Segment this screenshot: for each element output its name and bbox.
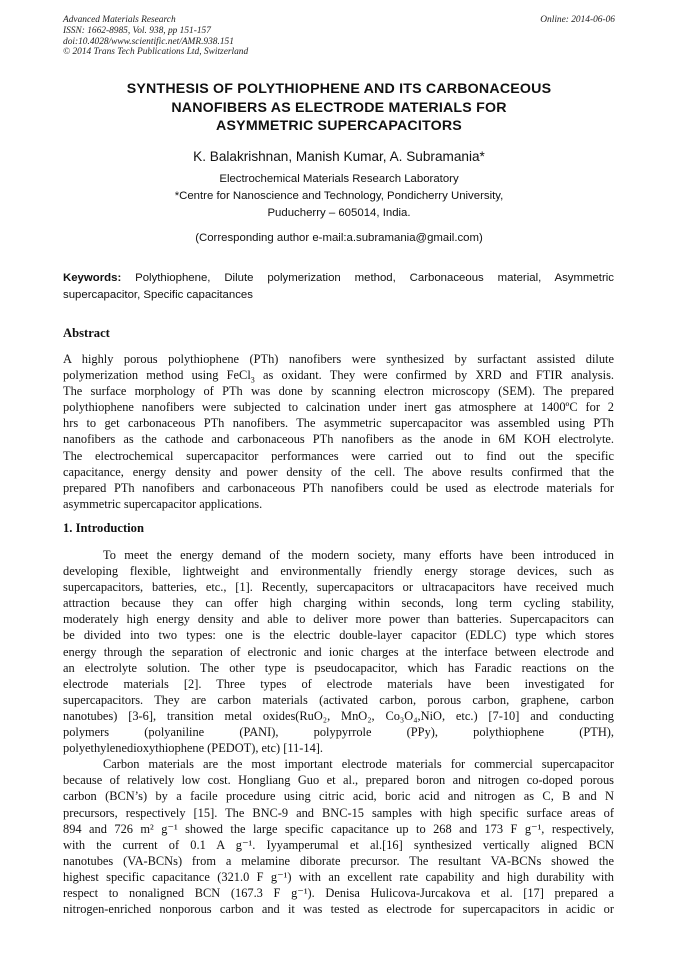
- title-line: NANOFIBERS AS ELECTRODE MATERIALS FOR: [171, 99, 507, 116]
- keywords-line: [63, 270, 614, 287]
- online-date: Online: 2014-06-06: [540, 15, 615, 25]
- abstract-line: The electrochemical supercapacitor performances were carried out to find out the specific: [63, 448, 614, 463]
- intro-line: an electrolyte solution. The other type is pseudocapacitor, which has Faradic reactions on the: [63, 660, 614, 675]
- introduction-heading: 1. Introduction: [63, 521, 144, 535]
- intro-line: developing flexible, lightweight and environmentally friendly energy storage devices, such as: [63, 564, 614, 579]
- abstract-line: The surface morphology of PTh was done by scanning electron microscopy (SEM). The prepared: [63, 384, 614, 399]
- abstract-line: hrs to get carbonaceous PTh nanofibers. The asymmetric supercapacitor was assembled using PTh: [63, 416, 614, 431]
- intro-line: respect to nonaligned BCN (167.3 F g⁻¹). Denisa Hulicova-Jurcakova et al. [17] prepared a: [63, 885, 614, 900]
- authors: K. Balakrishnan, Manish Kumar, A. Subramania*: [193, 149, 485, 164]
- intro-line: electrode materials [2]. Three types of electrode materials have been investigated for: [63, 676, 614, 691]
- intro-line: with the current of 0.1 A g⁻¹. Iyyamperumal et al.[16] synthesized vertically aligned BCN: [63, 837, 614, 852]
- intro-line: precursors, respectively [15]. The BNC-9 and BNC-15 samples with high specific surface areas of: [63, 805, 614, 820]
- journal-header: [63, 15, 615, 58]
- intro-line: because of relatively low cost. Hongliang Guo et al., prepared boron and nitrogen co-doped porous: [63, 773, 614, 788]
- corresponding-author: (Corresponding author e-mail:a.subramania@gmail.com): [195, 232, 483, 244]
- intro-line: supercapacitors, batteries, etc., [1]. Recently, supercapacitors or ultracapacitors have received much: [63, 580, 614, 595]
- issn-line: ISSN: 1662-8985, Vol. 938, pp 151-157: [63, 25, 211, 36]
- intro-line: be divided into two types: one is the electric double-layer capacitor (EDLC) type which stores: [63, 628, 614, 643]
- affiliation-line: Electrochemical Materials Research Laboratory: [219, 173, 459, 185]
- abstract-line: A highly porous polythiophene (PTh) nanofibers were synthesized by surfactant assisted dilute: [63, 352, 614, 366]
- intro-line: nanotubes) [3-6], transition metal oxides(RuO₂, MnO₂, Co₃O₄,NiO, etc.) [7-10] and conducting: [63, 708, 614, 723]
- abstract-line: capacitance, energy density and power density of the cell. The above results confirmed that the: [63, 464, 614, 479]
- abstract-body: [63, 351, 614, 512]
- intro-line: 894 and 726 m² g⁻¹ showed the large specific capacitance up to 268 and 173 F g⁻¹, respectively,: [63, 821, 614, 836]
- intro-line: To meet the energy demand of the modern society, many efforts have been introduced in: [103, 548, 614, 562]
- paper-title: [60, 80, 618, 136]
- affiliation: [0, 171, 678, 222]
- affiliation-line: *Centre for Nanoscience and Technology, Pondicherry University,: [174, 190, 504, 202]
- title-line: ASYMMETRIC SUPERCAPACITORS: [216, 118, 462, 135]
- intro-line: attraction because they can offer high charging within seconds, long term cycling stability,: [63, 596, 614, 611]
- keywords-text: Polythiophene, Dilute polymerization method, Carbonaceous material, Asymmetric: [135, 272, 614, 284]
- intro-line: moderately high energy density and able to deliver more power than batteries. Supercapacitors can: [63, 612, 614, 627]
- intro-line: nitrogen-enriched nonporous carbon and it was tested as electrode for supercapacitors in acidic or: [63, 902, 614, 917]
- intro-line: polymers (polyaniline (PANI), polypyrrole (PPy), polythiophene (PTH),: [63, 725, 614, 740]
- intro-line: carbon (BCN’s) by a facile procedure using citric acid, boric acid and nitrogen as C, B and N: [63, 789, 614, 804]
- doi-line: doi:10.4028/www.scientific.net/AMR.938.151: [63, 36, 234, 47]
- intro-line: Carbon materials are the most important electrode materials for commercial supercapacitor: [103, 757, 614, 772]
- copyright-line: © 2014 Trans Tech Publications Ltd, Switzerland: [63, 47, 249, 58]
- keywords-block: [63, 270, 614, 303]
- intro-line: nanotubes (VA-BCNs) from a melamine diborate precursor. The resultant VA-BCNs showed the: [63, 853, 614, 868]
- abstract-line: nanofibers as the cathode and carbonaceous PTh nanofibers as the anode in 6M KOH electrolyte.: [63, 432, 614, 447]
- abstract-line: prepared PTh nanofibers and carbonaceous PTh nanofibers could be used as electrode materials for: [63, 480, 614, 495]
- intro-line: energy through the separation of electronic and ionic charges at the interface between electrode and: [63, 644, 614, 659]
- abstract-heading: Abstract: [63, 326, 110, 340]
- title-line: SYNTHESIS OF POLYTHIOPHENE AND ITS CARBONACEOUS: [126, 81, 552, 97]
- abstract-line: polymerization method using FeCl$_3$ as oxidant. They were confirmed by XRD and FTIR analysis.: [63, 368, 614, 385]
- keywords-line: supercapacitor, Specific capacitances: [63, 288, 253, 301]
- introduction-body: [63, 547, 614, 917]
- affiliation-line: Puducherry – 605014, India.: [267, 207, 411, 219]
- journal-name: Advanced Materials Research: [63, 15, 176, 25]
- intro-line: highest specific capacitance (321.0 F g⁻¹) with an excellent rate capability and high durability with: [63, 869, 614, 884]
- abstract-line: polythiophene nanofibers were subjected to calcination under inert gas atmosphere at 1400ºC for 2: [63, 400, 614, 415]
- intro-line: polyethylenedioxythiophene (PEDOT), etc) [11-14].: [63, 741, 324, 756]
- intro-line: supercapacitors. They are carbon materials (activated carbon, porous carbon, graphene, carbon: [63, 692, 614, 707]
- abstract-line: asymmetric supercapacitor applications.: [63, 496, 263, 511]
- keywords-label: Keywords:: [63, 272, 122, 284]
